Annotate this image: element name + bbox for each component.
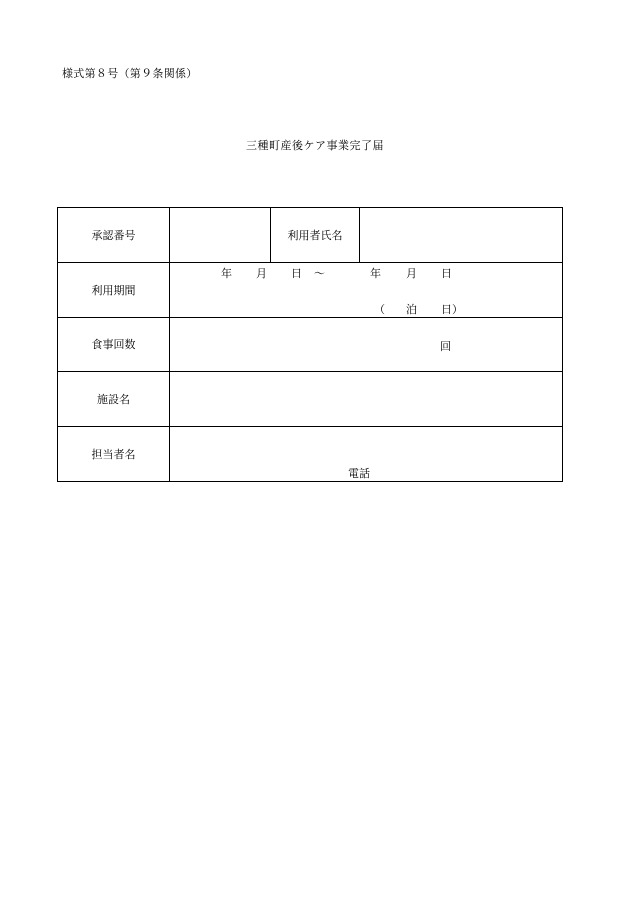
period-start-year: 年 bbox=[221, 266, 232, 280]
stay-open-paren: （ bbox=[374, 302, 385, 316]
period-row bbox=[58, 262, 563, 317]
period-start-day: 日 bbox=[291, 266, 302, 280]
approval-number-field[interactable] bbox=[170, 208, 271, 263]
facility-row bbox=[58, 372, 563, 427]
staff-row bbox=[58, 427, 563, 482]
approval-number-label: 承認番号 bbox=[58, 208, 170, 263]
completion-report-table bbox=[57, 207, 563, 482]
meals-field[interactable] bbox=[170, 317, 563, 372]
document-title: 三種町産後ケア事業完了届 bbox=[246, 139, 384, 152]
period-end-year: 年 bbox=[370, 266, 381, 280]
period-start-month: 月 bbox=[256, 266, 267, 280]
meals-row bbox=[58, 317, 563, 372]
stay-nights-label: 泊 bbox=[406, 302, 417, 316]
period-end-month: 月 bbox=[406, 266, 417, 280]
user-name-label: 利用者氏名 bbox=[271, 208, 360, 263]
meals-label: 食事回数 bbox=[58, 317, 170, 372]
phone-label: 電話 bbox=[348, 467, 370, 481]
period-field[interactable] bbox=[170, 262, 563, 317]
approval-row bbox=[58, 208, 563, 263]
user-name-field[interactable] bbox=[360, 208, 563, 263]
period-tilde: ～ bbox=[314, 266, 325, 280]
facility-field[interactable] bbox=[170, 372, 563, 427]
facility-label: 施設名 bbox=[58, 372, 170, 427]
staff-field[interactable] bbox=[170, 427, 563, 482]
staff-label: 担当者名 bbox=[58, 427, 170, 482]
meals-unit: 回 bbox=[440, 339, 451, 353]
form-number: 様式第８号（第９条関係） bbox=[62, 67, 198, 80]
period-label: 利用期間 bbox=[58, 262, 170, 317]
stay-days-label: 日） bbox=[441, 302, 463, 316]
period-end-day: 日 bbox=[441, 266, 452, 280]
